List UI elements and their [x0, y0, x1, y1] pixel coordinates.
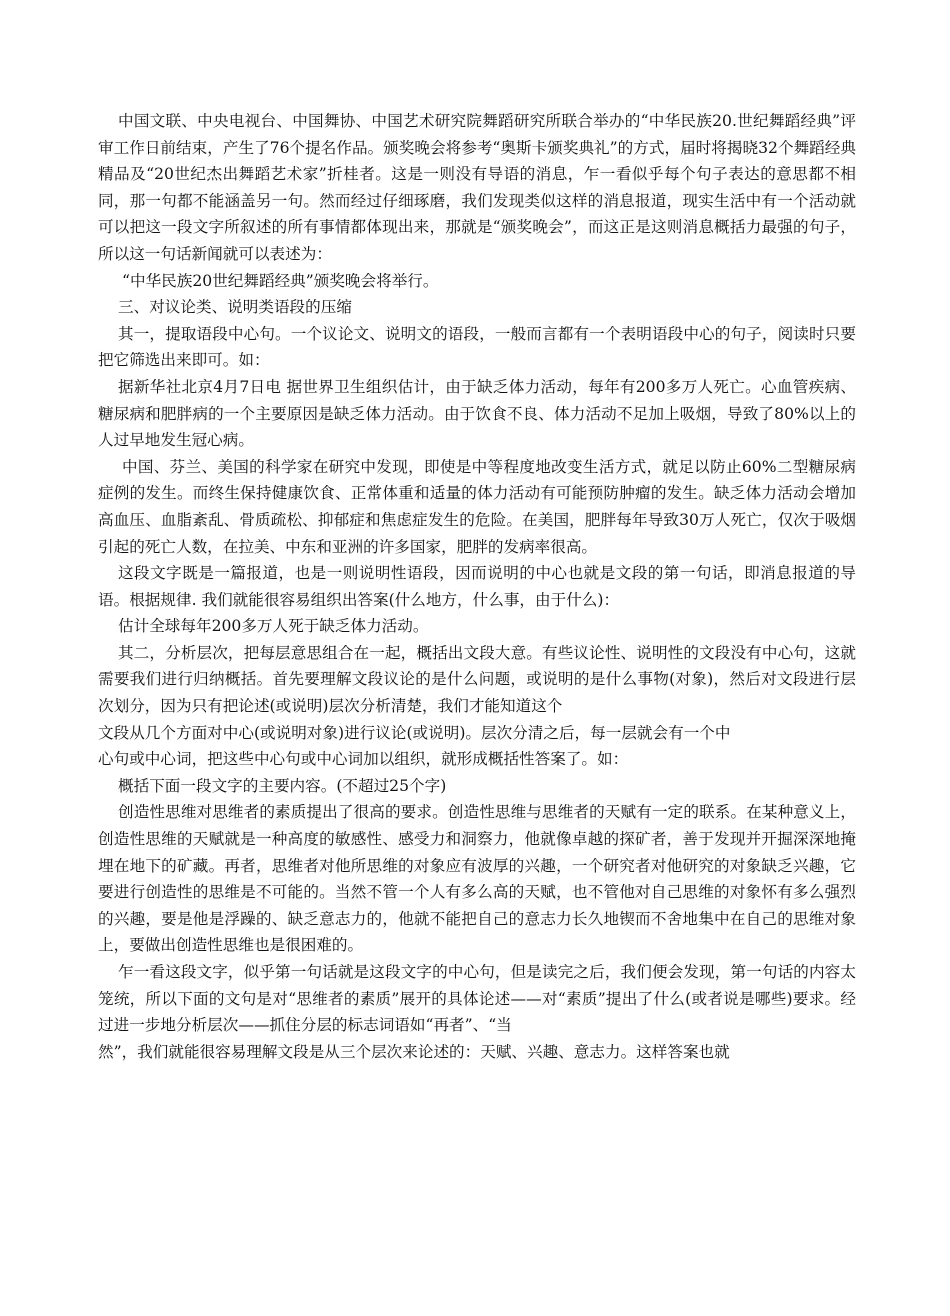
- paragraph-method-two-cont-1: 文段从几个方面对中心(或说明对象)进行议论(或说明)。层次分清之后，每一层就会有一个中: [98, 723, 731, 742]
- paragraph-news-summary: “中华民族20世纪舞蹈经典”颁奖晚会将举行。: [122, 271, 439, 290]
- section-heading: 三、对议论类、说明类语段的压缩: [118, 298, 352, 317]
- paragraph-explanation: 乍一看这段文字，似乎第一句话就是这段文字的中心句，但是读完之后，我们便会发现，第一句话的内容太笼统，所以下面的文句是对“思维者的素质”展开的具体论述——对“素质”提出了什么(或者说是哪些)要求。经过进一步地分析层次——抓住分层的标志词语如“再者”、“当: [98, 963, 856, 1035]
- paragraph-xinhua-report: 据新华社北京4月7日电 据世界卫生组织估计，由于缺乏体力活动，每年有200多万人死亡。心血管疾病、糖尿病和肥胖病的一个主要原因是缺乏体力活动。由于饮食不良、体力活动不足加上吸烟，导致了80%以上的人过早地发生冠心病。: [98, 377, 856, 450]
- paragraph-scientists-finding: 中国、芬兰、美国的科学家在研究中发现，即使是中等程度地改变生活方式，就足以防止60%二型糖尿病症例的发生。而终生保持健康饮食、正常体重和适量的体力活动有可能预防肿瘤的发生。缺乏体力活动会增加高血压、血脂紊乱、骨质疏松、抑郁症和焦虑症发生的危险。在美国，肥胖每年导致30万人死亡，仅次于吸烟引起的死亡人数，在拉美、中东和亚洲的许多国家，肥胖的发病率很高。: [98, 457, 856, 556]
- paragraph-method-two: 其二，分析层次，把每层意思组合在一起，概括出文段大意。有些议论性、说明性的文段没有中心句，这就需要我们进行归纳概括。首先要理解文段议论的是什么问题，或说明的是什么事物(对象)，然后对文段进行层次划分，因为只有把论述(或说明)层次分析清楚，我们才能知道这个: [98, 643, 856, 716]
- paragraph-method-one: 其一，提取语段中心句。一个议论文、说明文的语段，一般而言都有一个表明语段中心的句子，阅读时只要把它筛选出来即可。如：: [98, 324, 856, 370]
- paragraph-creative-thinking: 创造性思维对思维者的素质提出了很高的要求。创造性思维与思维者的天赋有一定的联系。在某种意义上，创造性思维的天赋就是一种高度的敏感性、感受力和洞察力，他就像卓越的探矿者，善于发现并开掘深深地掩埋在地下的矿藏。再者，思维者对他所思维的对象应有波厚的兴趣，一个研究者对他研究的对象缺乏兴趣，它要进行创造性的思维是不可能的。当然不管一个人有多么高的天赋，也不管他对自己思维的对象怀有多么强烈的兴趣，要是他是浮躁的、缺乏意志力的，他就不能把自己的意志力长久地锲而不舍地集中在自己的思维对象上，要做出创造性思维也是很困难的。: [98, 803, 856, 955]
- paragraph-explanation-cont: 然”，我们就能很容易理解文段是从三个层次来论述的：天赋、兴趣、意志力。这样答案也就: [98, 1042, 730, 1061]
- paragraph-method-two-cont-2: 心句或中心词，把这些中心句或中心词加以组织，就形成概括性答案了。如：: [98, 750, 629, 769]
- paragraph-news-intro: 中国文联、中央电视台、中国舞协、中国艺术研究院舞蹈研究所联合举办的“中华民族20.世纪舞蹈经典”评审工作日前结束，产生了76个提名作品。颁奖晚会将参考“奥斯卡颁奖典礼”的方式，届时将揭晓32个舞蹈经典精品及“20世纪杰出舞蹈艺术家”折桂者。这是一则没有导语的消息，乍一看似乎每个句子表达的意思都不相同，那一句都不能涵盖另一句。然而经过仔细琢磨，我们发现类似这样的消息报道，现实生活中有一个活动就可以把这一段文字所叙述的所有事情都体现出来，那就是“颁奖晚会”，而这正是这则消息概括力最强的句子，所以这一句话新闻就可以表述为：: [98, 112, 856, 263]
- paragraph-exercise-prompt: 概括下面一段文字的主要内容。(不超过25个字): [118, 776, 447, 795]
- paragraph-answer: 估计全球每年200多万人死于缺乏体力活动。: [118, 617, 429, 636]
- document-body: [98, 108, 856, 1065]
- paragraph-analysis: 这段文字既是一篇报道，也是一则说明性语段，因而说明的中心也就是文段的第一句话，即消息报道的导语。根据规律. 我们就能很容易组织出答案(什么地方，什么事，由于什么)：: [98, 564, 856, 609]
